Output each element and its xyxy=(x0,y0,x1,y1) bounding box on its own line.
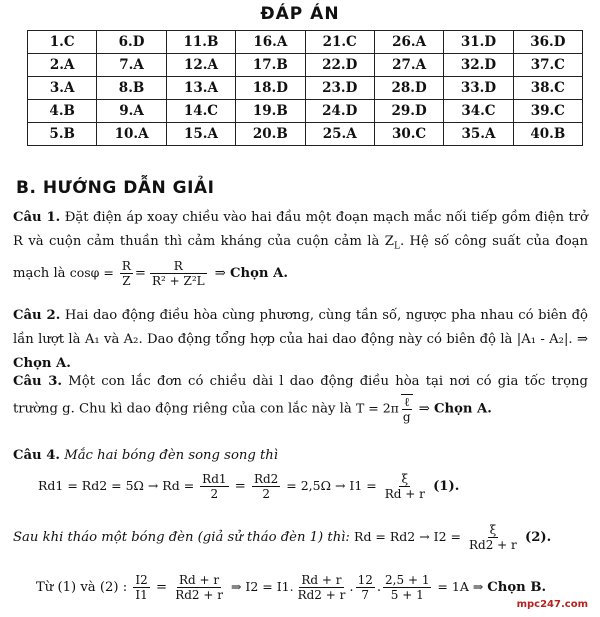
answer-cell: 27.A xyxy=(374,54,443,77)
answer-cell: 7.A xyxy=(97,54,166,77)
q4-line1-frac2: $\frac{Rd2}{2}$ xyxy=(253,472,279,501)
q2-choice: Chọn A. xyxy=(13,356,71,371)
q4-line-1 xyxy=(38,472,588,501)
answer-cell: 29.D xyxy=(374,100,443,123)
q1-label: Câu 1. xyxy=(13,210,61,225)
question-4-intro xyxy=(13,444,588,468)
answer-cell: 10.A xyxy=(97,123,166,146)
q3-formula-prefix: T = 2π xyxy=(355,400,399,416)
answer-row xyxy=(28,123,583,146)
question-3 xyxy=(13,370,588,424)
q4-line3-frac5: $\frac{2,5 + 1}{5 + 1}$ xyxy=(385,573,430,602)
answer-cell: 23.D xyxy=(305,77,374,100)
q4-line3-frac1: $\frac{I2}{I1}$ xyxy=(135,573,148,602)
q4-line1-eq: = xyxy=(230,479,250,494)
q2-text: Hai dao động điều hòa cùng phương, cùng tần số, ngược pha nhau có biên độ lần lượt là A₁ và A₂. Dao động tổng hợp của hai dao động này có biên độ là |A₁ - A₂|. ⇒ xyxy=(13,308,588,347)
answer-cell: 30.C xyxy=(374,123,443,146)
q4-line3-b: ⇒ I2 = I1. xyxy=(226,579,294,594)
answer-cell: 1.C xyxy=(28,31,97,54)
answer-cell: 36.D xyxy=(513,31,582,54)
q3-arrow: ⇒ xyxy=(414,401,434,417)
q4-line1-tag: (1). xyxy=(433,479,460,494)
answer-row xyxy=(28,31,583,54)
q4-line3-frac2: $\frac{Rd + r}{Rd2 + r}$ xyxy=(175,573,223,602)
answer-cell: 14.C xyxy=(166,100,235,123)
q4-choice: Chọn B. xyxy=(487,580,547,595)
answer-row xyxy=(28,100,583,123)
answer-cell: 6.D xyxy=(97,31,166,54)
answer-cell: 13.A xyxy=(166,77,235,100)
answer-cell: 4.B xyxy=(28,100,97,123)
answer-table xyxy=(27,30,583,146)
answer-cell: 33.D xyxy=(444,77,513,100)
section-heading: B. HƯỚNG DẪN GIẢI xyxy=(16,178,215,198)
q4-line3-eq: = xyxy=(151,580,172,595)
q4-line2-a: Rd = Rd2 → I2 = xyxy=(354,529,465,544)
answer-cell: 40.B xyxy=(513,123,582,146)
q1-sub: L xyxy=(393,241,400,252)
answer-cell: 21.C xyxy=(305,31,374,54)
q4-line1-frac3: $\frac{\xi}{Rd + r}$ xyxy=(384,472,425,501)
answer-cell: 34.C xyxy=(444,100,513,123)
q1-formula-prefix: cosφ = xyxy=(69,264,118,280)
q4-line3-frac4: $\frac{12}{7}$ xyxy=(357,573,373,602)
q1-fraction-1: $\frac{R}{Z}$ xyxy=(121,258,131,288)
answer-cell: 15.A xyxy=(166,123,235,146)
q4-line-2 xyxy=(13,523,588,552)
answer-cell: 20.B xyxy=(236,123,305,146)
q4-line2-tag: (2). xyxy=(524,530,552,545)
q4-intro: Mắc hai bóng đèn song song thì xyxy=(60,448,279,463)
question-1: Câu 1. Đặt điện áp xoay chiều vào hai đầu một đoạn mạch mắc nối tiếp gồm điện trở R và cuộn cảm thuần thì cảm kháng của cuộn cảm là $Z_L$. Hệ số công suất của đoạn mạch là cosφ = $\frac{R}{Z}$ = $\frac{R}{\text{R² + Z²L}}$ ⇒ Chọn A. xyxy=(13,210,588,288)
answer-key-title: ĐÁP ÁN xyxy=(260,4,340,24)
answer-cell: 8.B xyxy=(97,77,166,100)
q2-label: Câu 2. xyxy=(13,308,61,323)
q3-text: Một con lắc đơn có chiều dài l dao động điều hòa tại nơi có gia tốc trọng trường g. Chu kì dao động riêng của con lắc này là xyxy=(13,374,588,417)
q4-line2-frac: $\frac{\xi}{Rd2 + r}$ xyxy=(468,523,517,552)
answer-row xyxy=(28,54,583,77)
answer-cell: 9.A xyxy=(97,100,166,123)
q4-line-3: Từ (1) và (2) : $\frac{I2}{I1}$ = $\frac{Rd + r}{Rd2 + r}$ ⇒ I2 = I1. $\frac{Rd + r}{Rd2 + r}$ . $\frac{12}{7}$ . $\frac{2,5 + 1}{5 + 1}$ = 1A ⇒ Chọn B. xyxy=(36,573,547,602)
answer-cell: 24.D xyxy=(305,100,374,123)
answer-cell: 12.A xyxy=(166,54,235,77)
answer-cell: 2.A xyxy=(28,54,97,77)
question-2 xyxy=(13,304,588,376)
q1-choice: Chọn A. xyxy=(230,265,288,281)
q4-line1-b: = 2,5Ω → I1 = xyxy=(282,478,381,493)
answer-cell: 26.A xyxy=(374,31,443,54)
q4-line2-text: Sau khi tháo một bóng đèn (giả sử tháo đèn 1) thì: xyxy=(13,530,355,545)
answer-cell: 19.B xyxy=(236,100,305,123)
q1-arrow: ⇒ xyxy=(210,265,231,281)
answer-cell: 22.D xyxy=(305,54,374,77)
q4-line3-dot: . xyxy=(376,580,382,595)
answer-cell: 16.A xyxy=(236,31,305,54)
answer-row xyxy=(28,77,583,100)
q4-label: Câu 4. xyxy=(13,448,60,463)
q4-line3-frac3: $\frac{Rd + r}{Rd2 + r}$ xyxy=(297,573,346,602)
answer-cell: 31.D xyxy=(444,31,513,54)
q1-fraction-2: $\frac{R}{\text{R² + Z²L}}$ xyxy=(151,258,205,288)
answer-cell: 37.C xyxy=(513,54,582,77)
q4-line1-frac1: $\frac{Rd1}{2}$ xyxy=(202,472,227,501)
site-watermark: mpc247.com xyxy=(516,599,588,610)
q4-line3-a: Từ (1) và (2) : xyxy=(36,580,132,595)
answer-cell: 5.B xyxy=(28,123,97,146)
answer-cell: 17.B xyxy=(236,54,305,77)
answer-cell: 25.A xyxy=(305,123,374,146)
q4-line3-c: = 1A ⇒ xyxy=(433,579,488,594)
q3-fraction: $\frac{\text{ℓ}}{g}$ xyxy=(402,395,411,424)
q3-label: Câu 3. xyxy=(13,374,63,389)
answer-cell: 32.D xyxy=(444,54,513,77)
answer-cell: 39.C xyxy=(513,100,582,123)
answer-cell: 3.A xyxy=(28,77,97,100)
q4-line1-a: Rd1 = Rd2 = 5Ω → Rd = xyxy=(38,478,199,493)
answer-cell: 38.C xyxy=(513,77,582,100)
q1-text2: . Hệ số công suất của đoạn mạch là xyxy=(13,234,588,281)
answer-cell: 11.B xyxy=(166,31,235,54)
answer-cell: 35.A xyxy=(444,123,513,146)
answer-cell: 28.D xyxy=(374,77,443,100)
q3-choice: Chọn A. xyxy=(434,401,492,417)
q1-text: Đặt điện áp xoay chiều vào hai đầu một đoạn mạch mắc nối tiếp gồm điện trở R và cuộn cảm thuần thì cảm kháng của cuộn cảm là Z xyxy=(13,210,588,249)
answer-cell: 18.D xyxy=(236,77,305,100)
